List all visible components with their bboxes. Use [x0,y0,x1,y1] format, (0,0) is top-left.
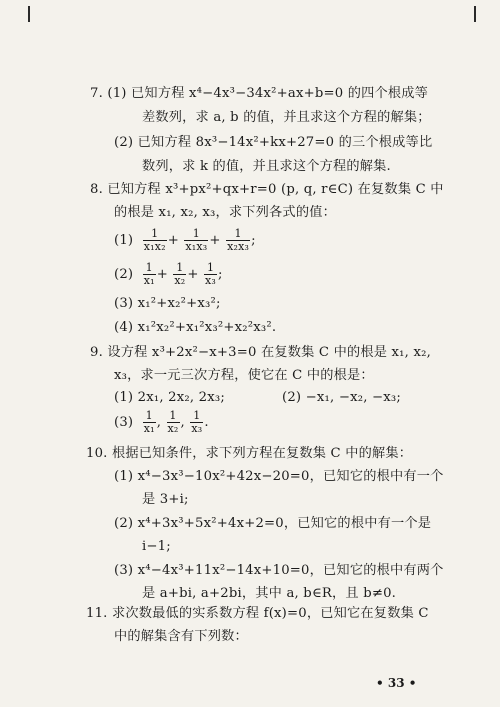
punctuation: . [204,415,209,430]
problem-7-1-line-1: 7. (1) 已知方程 x⁴−4x³−34x²+ax+b=0 的四个根成等 [90,86,429,101]
problem-10-line-1: 10. 根据已知条件，求下列方程在复数集 C 中的解集： [86,446,413,461]
problem-7-2-line-1: (2) 已知方程 8x³−14x²+kx+27=0 的三个根成等比 [114,135,433,150]
fraction: $\frac{1}{\text{x₁x₃}}$ [185,227,208,253]
problem-9-line-2: x₃，求一元三次方程，使它在 C 中的根是： [114,368,374,383]
problem-11-line-1: 11. 求次数最低的实系数方程 f(x)=0，已知它在复数集 C [86,606,429,621]
problem-10-1-line-2: 是 3+i; [142,492,189,507]
punctuation: ; [218,267,223,282]
plus-sign: + [156,267,168,282]
crop-mark-right [474,6,476,22]
item-label: (3) [114,415,134,430]
problem-8-line-1: 8. 已知方程 x³+px²+qx+r=0 (p, q, r∈C) 在复数集 C 中 [90,182,444,197]
page-number: • 33 • [376,676,417,690]
problem-7-1-line-2: 差数列，求 a, b 的值，并且求这个方程的解集； [142,110,431,125]
problem-10-1-line-1: (1) x⁴−3x³−10x²+42x−20=0，已知它的根中有一个 [114,469,444,484]
plus-sign: + [167,233,179,248]
fraction: $\frac{1}{\text{x₃}}$ [191,409,203,435]
fraction: $\frac{1}{\text{x₂}}$ [174,261,186,287]
plus-sign: + [209,233,221,248]
problem-8-line-2: 的根是 x₁, x₂, x₃，求下列各式的值： [114,205,336,220]
problem-7-2-line-2: 数列，求 k 的值，并且求这个方程的解集. [142,159,391,174]
comma: , [156,415,162,430]
problem-10-2-line-2: i−1; [142,539,171,554]
problem-9-1: (1) 2x₁, 2x₂, 2x₃; [114,390,226,405]
punctuation: ; [251,233,256,248]
problem-10-3-line-2: 是 a+bi, a+2bi，其中 a, b∈R，且 b≠0. [142,586,397,601]
problem-9-3-expression [114,409,209,437]
item-label: (1) [114,233,134,248]
problem-8-4: (4) x₁²x₂²+x₁²x₃²+x₂²x₃². [114,320,277,335]
fraction: $\frac{1}{\text{x₁x₂}}$ [143,227,166,253]
item-label: (2) [114,267,134,282]
problem-10-2-line-1: (2) x⁴+3x³+5x²+4x+2=0，已知它的根中有一个是 [114,516,432,531]
fraction: $\frac{1}{\text{x₂x₃}}$ [227,227,250,253]
problem-8-3: (3) x₁²+x₂²+x₃²; [114,296,221,311]
fraction: $\frac{1}{\text{x₁}}$ [143,261,155,287]
problem-9-2: (2) −x₁, −x₂, −x₃; [282,390,402,405]
fraction: $\frac{1}{\text{x₂}}$ [167,409,179,435]
crop-mark-left [28,6,30,22]
plus-sign: + [187,267,199,282]
fraction: $\frac{1}{\text{x₃}}$ [205,261,217,287]
comma: , [180,415,185,430]
problem-10-3-line-1: (3) x⁴−4x³+11x²−14x+10=0，已知它的根中有两个 [114,563,444,578]
problem-8-2-expression [114,261,223,289]
problem-11-line-2: 中的解集含有下列数： [114,629,248,644]
fraction: $\frac{1}{\text{x₁}}$ [143,409,155,435]
problem-8-1-expression [114,227,256,255]
problem-9-line-1: 9. 设方程 x³+2x²−x+3=0 在复数集 C 中的根是 x₁, x₂, [90,345,431,360]
